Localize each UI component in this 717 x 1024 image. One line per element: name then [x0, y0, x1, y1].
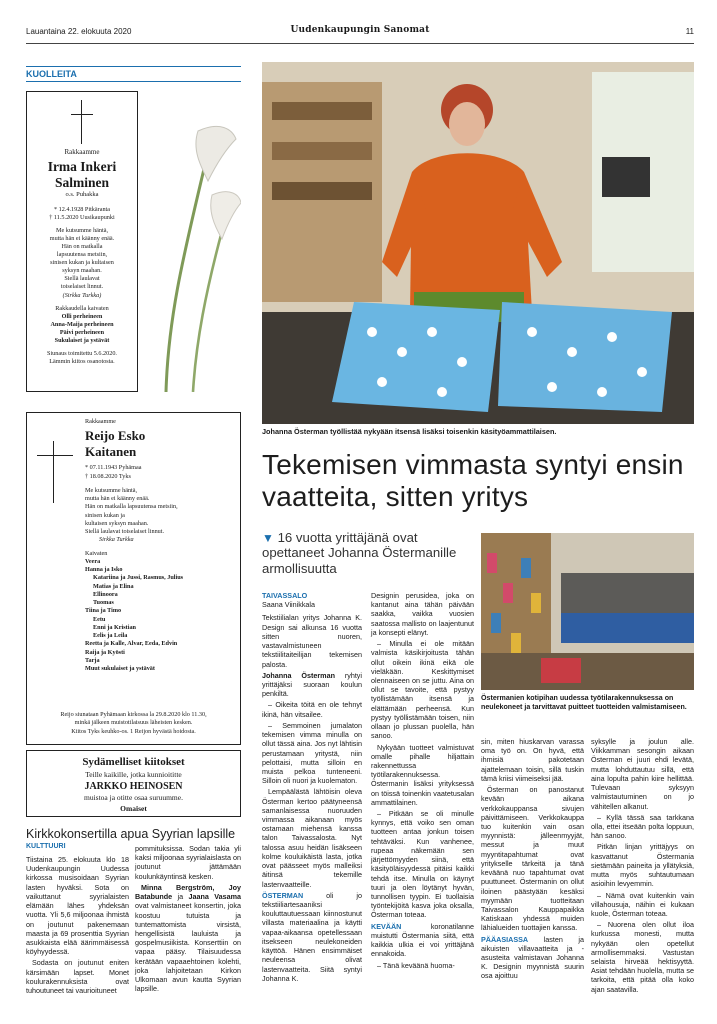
thanks-line: Teille kaikille, jotka kunnioititte [85, 769, 182, 779]
family-member: Eelis ja Leila [93, 632, 128, 640]
family-member: Muut sukulaiset ja ystävät [85, 665, 155, 673]
deceased-name: Irma Inkeri Salminen [47, 159, 117, 191]
concert-column-1: Tiistaina 25. elokuuta klo 18 Uudenkaupungin Uudessa kirkossa musisoidaan Syyrian lasten hyväksi. Sota on vaikuttanut syyrialaisten elämään lähes yhdeksän vuotta. Yli 5,6 miljoonaa ihmistä on joutunut pakenemaan maasta ja 69 prosenttia Syyrian asukkaista elää äärimmäisessä köyhyydessä. Sodasta on joutunut eniten kärsimään lapset. Monet koulurakennuksista ovat tuhoutuneet tai vaurioituneet [26, 855, 129, 996]
article-column-2: Designin perusidea, joka on kantanut aina tähän päivään saakka, vaikka vuosien saatossa mallisto on laajentunut ja konsepti elänyt. – Minulla ei ole mitään valmista käsikirjoitusta tähän ollut oikein ikinä eikä ole vieläkään. Keskittymiset olennaiseen on se juttu. Aina on ollut se tavoite, että pystyy työllistämään itsensä ja elättämään perheensä. Kun pystyy työllistämään toisen, niin ollaan jo plussan puolella, hän sanoo. Nykyään tuotteet valmistuvat omalle pihalle hiljattain rakennettussa työtilarakennuksessa. Östermanin lisäksi yrityksessä on töissä toinenkin vaatetusalan ammattilainen. – Pitkään se oli minulle kynnys, että voiko sen oman tuotteen antaa jonkun toisen tehtäväksi. Kun vanhenee, rupeaa näkemään sen järjettömyyden siinä, että käsityöläisyydessä pitäisi kaikki tehdä itse. Minulla on käynyt tuuri ja olen löytänyt hyvän, tunnollisen tyypin. Ei tuollaisia työntekijöitä kasva joka oksalla, Österman toteaa. KEVÄÄN koronatilanne muistutti Östermania siitä, että kaikkia ulkia ei voi yrittäjänä ennakoida. – Tänä keväänä huoma- [371, 591, 474, 970]
deceased-name: Reijo Esko Kaitanen [85, 428, 146, 459]
article-ingress: ▼ 16 vuotta yrittäjänä ovat opettaneet Johanna Östermanille armollisuutta [262, 530, 457, 576]
obituary-kaitanen [26, 412, 241, 745]
dateline: TAIVASSALO [262, 591, 308, 600]
issue-date: Lauantaina 22. elokuuta 2020 [26, 27, 132, 36]
masthead: Uudenkaupungin Sanomat [290, 25, 430, 35]
thanks-title: Sydämelliset kiitokset [82, 756, 185, 768]
article-column-4: syksylle ja joulun alle. Viikkamman sesongin aikaan Österman ei juuri ehdi levätä, mutta lohduttautuu sillä, että aina lopulta pahin kiire hellittää. Tulevaan syksyyn valmistautuminen on jo vähitellen alkanut. – Kyllä tässä saa tarkkana olla, ettei itseään polta loppuun, hän sanoo. Pitkän linjan yrittäjyys on kasvattanut Östermania sietämään paineita ja yllätyksiä, mutta myös suhtautumaan asioihin levyemmin. – Nämä ovat kuitenkin vain villahousuja, näihin ei kukaan kuole, Österman toteaa. – Nuorena olen ollut iloa kurkussa monesti, mutta nykyään olen opetellut armollisemmaksi. Vastustan selaista hirveää hektisyyttä. Asiat tehdään huolella, mutta se tarkoita, että pitää olla koko ajan saatavilla. [591, 737, 694, 994]
calla-lily-image [138, 91, 241, 392]
family-member: Raija ja Kyösti [85, 648, 125, 656]
birth-date: * 07.11.1943 Pyhämaa [85, 464, 142, 472]
workshop-caption: Östermanien kotipihan uudessa työtilarakennuksessa on neulekoneet ja tarvittavat puitteet tuotteiden valmistamiseen. [481, 694, 687, 712]
header-rule [26, 43, 694, 44]
birth-date: * 12.4.1928 Pitkäranta [53, 205, 111, 213]
concert-column-2: pommituksissa. Sodan takia yli kaksi miljoonaa syyrialaislasta on joutunut jättämään koulunkäyntinsä kesken. Minna Bergström, Joy Batabunde ja Jaana Vasama ovat valmistaneet konsertin, joka koostuu tutuista ja tuntemattomista virsistä, hengellisistä lauluista ja gospelmusiikista. Konserttiin on vapaa pääsy. Tilaisuudessa kerätään vapaaehtoinen kolehti, joka lahjoitetaan Kirkon Ulkomaan avun kautta Syyrian lapsille. [135, 844, 242, 994]
triangle-down-icon: ▼ [262, 531, 274, 545]
concert-headline: Kirkkokonsertilla apua Syyrian lapsille [26, 827, 236, 841]
memorial-verse: Me kutsumme häntä, mutta hän ei käänny enää. Hän on matkalla lapsuutensa metsiin, sinisen kukan ja kultaisen syksyn maahan. Siellä laulavat toiselaiset linnut. (Sirkka Turkka) [49, 227, 115, 299]
family-list [85, 550, 240, 674]
family-member: Veera [85, 557, 101, 565]
family-member: Enni ja Kristian [93, 623, 136, 631]
page-number: 11 [685, 27, 694, 36]
obituary-lead: Rakkaamme [64, 148, 100, 156]
mourning-line: Kaivaten [85, 549, 108, 557]
family-list: Olli perheineen Anna-Maija perheineen Päivi perheineen Sukulaiset ja ystävät [50, 312, 114, 344]
death-date: † 11.5.2020 Uusikaupunki [49, 213, 115, 221]
family-member: Tiina ja Timo [85, 607, 122, 615]
family-member: Katariina ja Jussi, Rasmus, Julius [93, 574, 184, 582]
obituary-lead: Rakkaamme [85, 418, 116, 425]
thanks-signature: Omaiset [120, 803, 147, 813]
obituary-footer: Siunaus toimitettu 5.6.2020. Lämmin kiitos osanotosta. [47, 349, 117, 365]
thanks-line: muistoa ja otitte osaa suruumme. [84, 793, 183, 803]
photo-caption: Johanna Österman työllistää nykyään itsensä lisäksi toisenkin käsityöammattilaisen. [262, 427, 557, 436]
workshop-photo [481, 533, 694, 690]
thanks-notice [26, 750, 241, 817]
born-name: o.s. Puhakka [65, 191, 99, 199]
family-member: Eetu [93, 615, 106, 623]
family-member: Tuomas [93, 599, 114, 607]
thanks-name: JARKKO HEINOSEN [84, 780, 183, 792]
mourning-line: Rakkaudella kaivaten [55, 304, 109, 312]
family-member: Ellinoora [93, 590, 118, 598]
family-member: Reetta ja Kalle, Alvar, Eeda, Edvin [85, 640, 178, 648]
family-member: Tarja [85, 656, 100, 664]
family-member: Hanna ja Isko [85, 566, 123, 574]
section-label: KUOLLEITA [26, 66, 241, 82]
death-date: † 18.08.2020 Tyks [85, 472, 131, 480]
main-photo [262, 62, 694, 424]
article-column-3: sin, miten hiuskarvan varassa oma työ on. On hyvä, että ihmisiä pakotetaan ajattelemaan toisin, sillä tuskin tämä kriisi viimeiseksi jää. Österman on panostanut kevään aikana verkkokauppansa sivujen päivittämiseen. Verkkokauppa tuo kuitenkin vain osan myynnistä: jälleenmyyjät, messut ja muut myyntitapahtumat ovat yritykselle tärkeitä ja tänä keväänä nuo tapahtumat ovat puuttuneet. Östermanin on ollut iloinen päästyään kesäksi myymään tuotteitaan Taivassalon Kauppapaikka Katiskaan yhdessä muiden lähialueiden tuottajien kanssa. PÄÄASIASSA lasten ja aikuisten villavaatteita ja -asusteita valmistavan Johanna K. Designin myynnistä suurin osa ajoittuu [481, 737, 584, 981]
article-headline: Tekemisen vimmasta syntyi ensin vaatteita, sitten yritys [262, 449, 684, 513]
article-column-1: TAIVASSALO Saana Viinikkala Tekstiilialan yritys Johanna K. Design sai alkunsa 16 vuotta sitten nuoren, vastavalmistuneen tekstiilitaiteilijan tekemisen palosta. Johanna Österman ryhtyi yrittäjäksi suoraan koulun penkiltä. – Oikeita töitä en ole tehnyt ikinä, hän vitsailee. – Semmoinen jumalaton tekemisen vimma minulla on ollut tässä aina. Jos nyt lähtisin perustamaan yritystä, niin pelottaisi, mutta silloin en muista pelkoa tunteneeni. Silloin oli nuori ja kuolematon. Lempäälästä lähtöisin oleva Österman kertoo päätyneensä samanlaisessa nuoruuden vimmassa aikanaan myös ostamaan miehensä kanssa talon Taivassalosta. Nyt talossa asuu heidän lisäkseen kolme kouluikäistä lasta, jotka ovat päässeet myös malleiksi äitinsä tekemille lastenvaatteille. ÖSTERMAN oli jo tekstiiliartesaaniksi kouluttautuessaan kiinnostunut villasta materiaalina ja käytti vapaa-aikaansa opetellessaan itsekseen neulekoneiden käyttöä. Hänen ensimmäiset neuleensa olivat lastenvaatteita. Siitä syntyi Johanna K. [262, 591, 363, 983]
page-header [26, 24, 694, 42]
obituary-footer: Reijo siunataan Pyhämaan kirkossa la 29.8.2020 klo 11.30, minkä jälkeen muistotilaisuus läheisten kesken. Kiitos Tyks keuhko-os. 1 Reijon hyvästä hoidosta. [60, 710, 207, 735]
family-member: Matias ja Elina [93, 582, 134, 590]
concert-kicker: KULTTUURI [26, 843, 66, 851]
obituary-salminen [26, 91, 138, 392]
cross-icon [53, 441, 54, 503]
memorial-verse: Me kutsumme häntä, mutta hän ei käänny enää. Hän on matkalla lapsuutensa metsiin, sinisen kukan ja kultaisen syksyn maahan. Siellä laulavat toiselaiset linnut. Sirkka Turkka [85, 486, 178, 544]
cross-icon [71, 100, 93, 144]
byline: Saana Viinikkala [262, 600, 316, 610]
